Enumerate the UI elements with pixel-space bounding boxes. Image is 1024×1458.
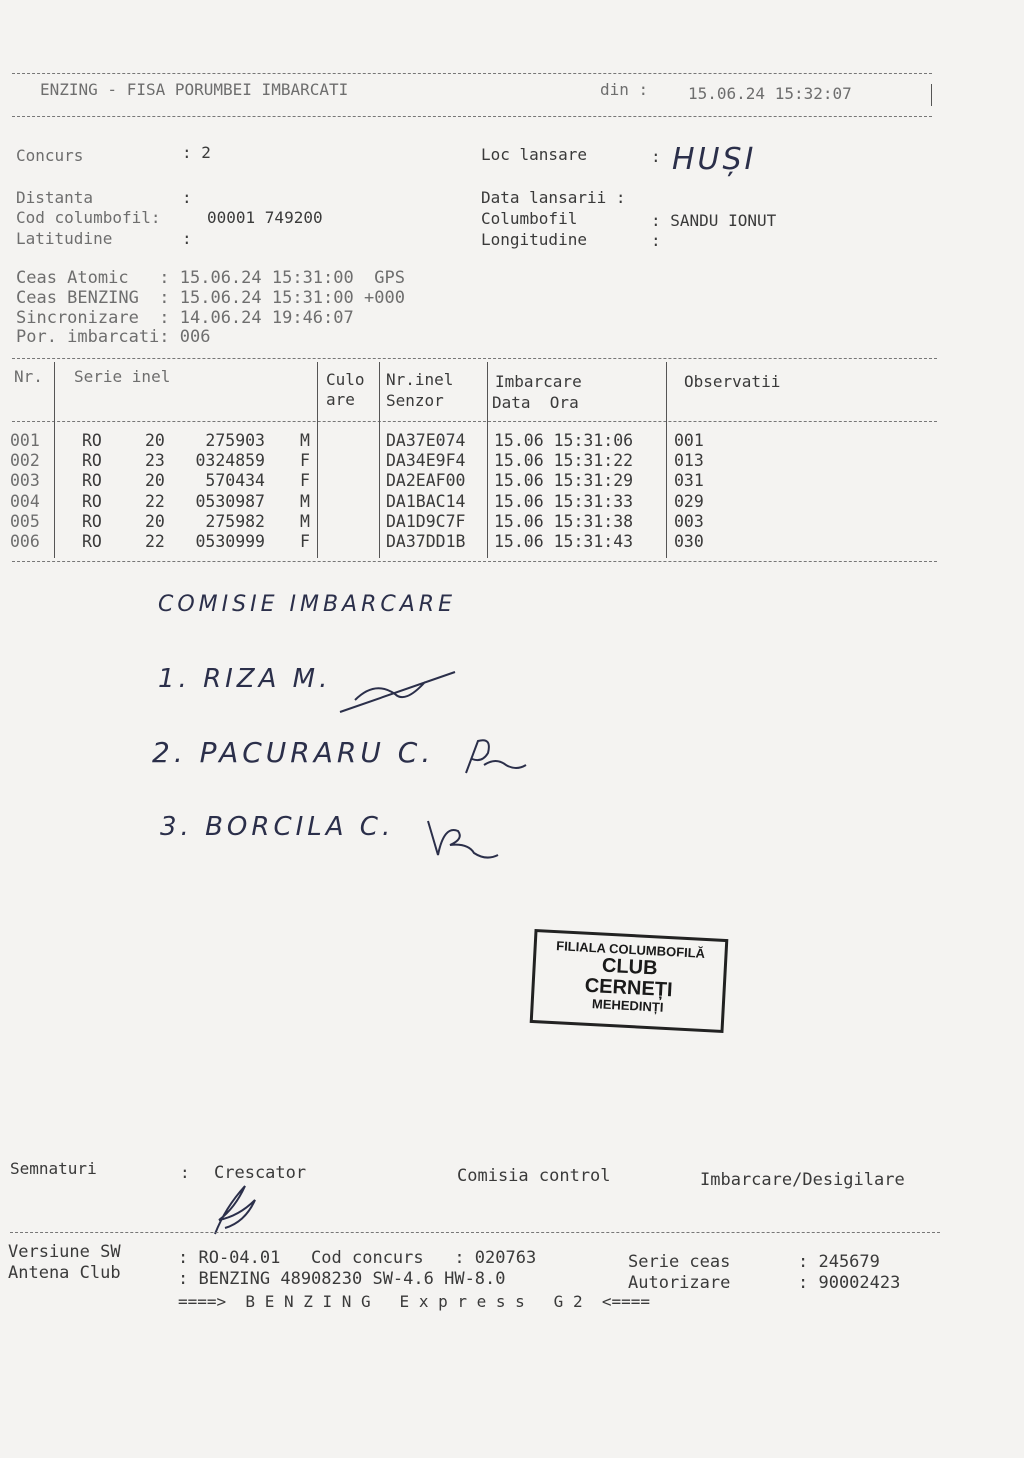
cell-an: 20: [145, 471, 165, 491]
handwritten-comisie: COMISIE IMBARCARE: [158, 592, 456, 617]
date-value: 15.06.24 15:32:07: [688, 84, 852, 103]
cell-sex: M: [300, 491, 310, 511]
cell-serie: 0530999: [195, 532, 265, 551]
concurs-label: Concurs: [16, 146, 84, 165]
cell-observatii: 001: [674, 431, 704, 450]
ceas-benzing-line: Ceas BENZING : 15.06.24 15:31:00 +000: [16, 288, 405, 308]
th-serie-inel: Serie inel: [74, 367, 171, 386]
semnaturi-sep: :: [180, 1163, 190, 1182]
document-title: ENZING - FISA PORUMBEI IMBARCATI: [40, 80, 349, 99]
cell-sex: F: [300, 471, 310, 491]
stamp-line-3: CERNEȚI: [584, 974, 674, 1001]
cell-nr: 003: [10, 471, 40, 491]
loc-lansare-handwritten: HUȘI: [672, 142, 757, 177]
crescator-label: Crescator: [214, 1163, 307, 1183]
header-top-rule: [12, 73, 932, 74]
cell-data-ora: 15.06 15:31:06: [494, 431, 634, 450]
table-bottom-rule: [12, 561, 937, 562]
columbofil-value: : SANDU IONUT: [651, 211, 777, 230]
cell-serie: 0324859: [195, 451, 265, 471]
concurs-value: : 2: [182, 143, 211, 162]
cell-observatii: 030: [674, 532, 704, 551]
versiune-sw-value: : RO-04.01 Cod concurs : 020763: [178, 1248, 537, 1268]
cell-serie: 275982: [205, 511, 265, 531]
longitudine-value: :: [651, 231, 661, 250]
semnaturi-label: Semnaturi: [10, 1159, 97, 1178]
cell-nr: 001: [10, 431, 40, 450]
cell-an: 23: [145, 451, 165, 471]
autorizare-label: Autorizare: [628, 1273, 731, 1293]
handwritten-member-1: 1. RIZA M.: [158, 664, 332, 694]
distanta-value: :: [182, 188, 192, 207]
comisia-control-label: Comisia control: [457, 1166, 611, 1186]
cell-observatii: 013: [674, 451, 704, 471]
cell-data-ora: 15.06 15:31:33: [494, 491, 634, 511]
cell-data-ora: 15.06 15:31:43: [494, 532, 634, 551]
data-lansarii-label: Data lansarii :: [481, 188, 626, 207]
loc-lansare-label: Loc lansare: [481, 145, 587, 164]
col-sep-culo: [379, 362, 380, 558]
cell-observatii: 029: [674, 491, 704, 511]
cell-observatii: 031: [674, 471, 704, 491]
serie-ceas-value: : 245679: [798, 1252, 880, 1272]
cell-senzor: DA1D9C7F: [386, 511, 466, 531]
cell-senzor: DA34E9F4: [386, 451, 466, 471]
th-nr-inel-2: Senzor: [386, 391, 444, 410]
signature-2-icon: [462, 735, 532, 780]
serie-ceas-label: Serie ceas: [628, 1252, 731, 1272]
cell-nr: 005: [10, 511, 40, 531]
th-nr-inel-1: Nr.inel: [386, 370, 454, 389]
cod-columbofil-value: 00001 749200: [207, 208, 323, 227]
cell-an: 20: [145, 431, 165, 450]
handwritten-member-2: 2. PACURARU C.: [152, 736, 435, 769]
cell-serie: 0530987: [195, 491, 265, 511]
col-sep-serie: [317, 362, 318, 558]
col-sep-inel: [487, 362, 488, 558]
cell-observatii: 003: [674, 511, 704, 531]
th-culoare-2: are: [326, 390, 355, 409]
por-imbarcati-line: Por. imbarcati: 006: [16, 327, 211, 347]
longitudine-label: Longitudine: [481, 230, 587, 249]
table-header-rule: [12, 421, 937, 422]
cell-tara: RO: [82, 471, 102, 491]
th-culoare-1: Culo: [326, 370, 365, 389]
cell-tara: RO: [82, 532, 102, 551]
signature-1-icon: [335, 660, 465, 720]
cell-sex: M: [300, 511, 310, 531]
cell-an: 22: [145, 491, 165, 511]
handwritten-member-3: 3. BORCILA C.: [160, 812, 395, 842]
cell-tara: RO: [82, 451, 102, 471]
cell-senzor: DA37E074: [386, 431, 466, 450]
cell-serie: 275903: [205, 431, 265, 450]
cell-nr: 006: [10, 532, 40, 551]
cell-tara: RO: [82, 511, 102, 531]
th-imbarcare-1: Imbarcare: [495, 372, 582, 391]
latitudine-label: Latitudine: [16, 229, 113, 248]
club-stamp: [530, 929, 729, 1033]
th-nr: Nr.: [14, 367, 43, 386]
cell-an: 22: [145, 532, 165, 551]
crescator-signature-icon: [205, 1178, 265, 1240]
cell-sex: M: [300, 431, 310, 450]
cell-senzor: DA1BAC14: [386, 491, 466, 511]
cell-data-ora: 15.06 15:31:29: [494, 471, 634, 491]
cell-senzor: DA2EAF00: [386, 471, 466, 491]
ceas-atomic-line: Ceas Atomic : 15.06.24 15:31:00 GPS: [16, 268, 405, 288]
header-bottom-rule: [12, 116, 932, 117]
table-top-rule: [12, 358, 937, 359]
cell-sex: F: [300, 451, 310, 471]
footer-rule: [10, 1232, 940, 1233]
cell-nr: 004: [10, 491, 40, 511]
header-right-border: [931, 84, 932, 106]
distanta-label: Distanta: [16, 188, 94, 207]
latitudine-value: :: [182, 229, 192, 248]
autorizare-value: : 90002423: [798, 1273, 901, 1293]
col-sep-imbarcare: [666, 362, 667, 558]
antena-club-label: Antena Club: [8, 1263, 121, 1283]
cell-sex: F: [300, 532, 310, 551]
th-observatii: Observatii: [684, 372, 781, 391]
benzing-express-line: ====> B E N Z I N G E x p r e s s G 2 <====: [178, 1292, 651, 1311]
stamp-line-4: MEHEDINȚI: [591, 995, 664, 1015]
versiune-sw-label: Versiune SW: [8, 1242, 121, 1262]
signature-3-icon: [424, 815, 504, 865]
col-sep-nr: [54, 362, 55, 558]
columbofil-label: Columbofil: [481, 209, 578, 228]
cell-senzor: DA37DD1B: [386, 532, 466, 551]
stamp-line-2: CLUB: [601, 954, 659, 980]
th-imbarcare-2: Data Ora: [492, 393, 579, 412]
cell-serie: 570434: [205, 471, 265, 491]
loc-lansare-sep: :: [651, 147, 661, 166]
antena-club-value: : BENZING 48908230 SW-4.6 HW-8.0: [178, 1269, 506, 1289]
cod-columbofil-label: Cod columbofil:: [16, 208, 161, 227]
cell-an: 20: [145, 511, 165, 531]
date-label: din :: [600, 80, 649, 99]
cell-tara: RO: [82, 431, 102, 450]
cell-data-ora: 15.06 15:31:38: [494, 511, 634, 531]
imbarcare-desigilare-label: Imbarcare/Desigilare: [700, 1170, 905, 1190]
stamp-line-1: FILIALA COLUMBOFILĂ: [555, 938, 706, 961]
cell-data-ora: 15.06 15:31:22: [494, 451, 634, 471]
cell-tara: RO: [82, 491, 102, 511]
cell-nr: 002: [10, 451, 40, 471]
sincronizare-line: Sincronizare : 14.06.24 19:46:07: [16, 308, 354, 328]
